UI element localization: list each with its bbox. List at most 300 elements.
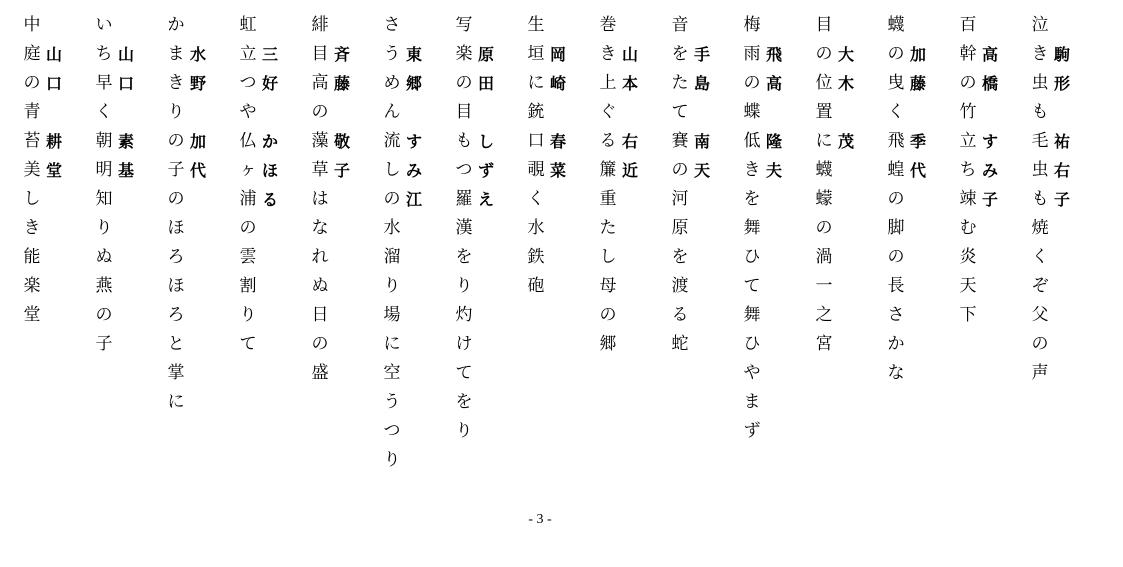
author-family-name — [692, 40, 712, 98]
text-char: 虹 — [239, 15, 257, 35]
text-char: 右 — [621, 132, 638, 151]
author-given-name — [764, 127, 784, 185]
author-family-name — [332, 40, 352, 98]
text-char: 三 — [261, 45, 278, 64]
text-char: 父 — [1031, 305, 1049, 325]
author-given-name — [1052, 127, 1072, 214]
text-char: た — [671, 73, 689, 93]
text-char: 場 — [383, 305, 401, 325]
author-family-name — [188, 40, 208, 98]
author-name — [908, 40, 928, 185]
text-char: 蠛 — [887, 15, 905, 35]
author-name — [260, 40, 280, 214]
text-char: 天 — [959, 276, 977, 296]
text-char: 蝶 — [743, 102, 761, 122]
text-char: つ — [455, 160, 473, 180]
text-char: 蛇 — [671, 334, 689, 354]
text-char: 置 — [815, 102, 833, 122]
text-char: 知 — [95, 189, 113, 209]
text-char: れ — [311, 247, 329, 267]
text-char: 曳 — [887, 73, 905, 93]
text-char: の — [959, 73, 977, 93]
text-char: 重 — [599, 189, 617, 209]
text-char: 水 — [189, 45, 206, 64]
text-char: 本 — [621, 74, 638, 93]
text-char: 基 — [117, 161, 134, 180]
text-char: し — [23, 189, 41, 209]
text-char: み — [981, 161, 998, 180]
name-gap — [980, 98, 1000, 127]
text-char: 野 — [189, 74, 206, 93]
text-char: 菜 — [549, 161, 566, 180]
text-char: 位 — [815, 73, 833, 93]
text-char: す — [981, 132, 998, 151]
name-gap — [548, 98, 568, 127]
text-char: の — [455, 73, 473, 93]
text-char: 口 — [527, 131, 545, 151]
text-char: 蝗 — [887, 160, 905, 180]
author-given-name — [188, 127, 208, 185]
text-char: ろ — [167, 305, 185, 325]
text-char: 田 — [477, 74, 494, 93]
haiku-text — [166, 11, 186, 417]
text-char: ろ — [167, 247, 185, 267]
text-char: 右 — [1053, 161, 1070, 180]
text-char: す — [405, 132, 422, 151]
text-char: 橋 — [981, 74, 998, 93]
text-char: 目 — [311, 44, 329, 64]
text-char: と — [167, 334, 185, 354]
text-char: て — [671, 102, 689, 122]
author-name — [836, 40, 856, 156]
text-char: を — [455, 247, 473, 267]
text-char: 上 — [599, 73, 617, 93]
name-gap — [476, 98, 496, 127]
text-char: 水 — [527, 218, 545, 238]
text-char: 崎 — [549, 74, 566, 93]
text-char: 山 — [621, 45, 638, 64]
author-name — [692, 40, 712, 185]
text-char: 長 — [887, 276, 905, 296]
text-char: 子 — [95, 334, 113, 354]
haiku-text — [310, 11, 330, 388]
text-char: 燕 — [95, 276, 113, 296]
author-given-name — [476, 127, 496, 214]
text-char: 高 — [311, 73, 329, 93]
text-char: し — [477, 132, 494, 151]
author-family-name — [836, 40, 856, 98]
text-char: 楽 — [23, 276, 41, 296]
text-char: き — [23, 218, 41, 238]
text-char: さ — [383, 15, 401, 35]
author-given-name — [908, 127, 928, 185]
text-char: り — [167, 102, 185, 122]
text-char: ぐ — [599, 102, 617, 122]
text-char: 飛 — [765, 45, 782, 64]
text-char: 緋 — [311, 15, 329, 35]
text-char: に — [815, 131, 833, 151]
text-char: 苔 — [23, 131, 41, 151]
text-char: る — [261, 190, 278, 209]
text-char: 蠓 — [815, 189, 833, 209]
text-char: め — [383, 73, 401, 93]
text-char: 祐 — [1053, 132, 1070, 151]
text-char: え — [477, 190, 494, 209]
text-char: ず — [477, 161, 494, 180]
text-char: 幹 — [959, 44, 977, 64]
text-char: 河 — [671, 189, 689, 209]
text-char: 母 — [599, 276, 617, 296]
text-char: の — [671, 160, 689, 180]
text-char: 青 — [23, 102, 41, 122]
text-char: 郷 — [599, 334, 617, 354]
author-given-name — [260, 127, 280, 214]
author-name — [44, 40, 64, 185]
text-char: や — [743, 363, 761, 383]
text-char: 高 — [981, 45, 998, 64]
author-given-name — [404, 127, 424, 214]
haiku-text — [1030, 11, 1050, 388]
name-gap — [188, 98, 208, 127]
text-char: 斉 — [333, 45, 350, 64]
text-char: 盛 — [311, 363, 329, 383]
text-char: ぬ — [311, 276, 329, 296]
text-char: 高 — [765, 74, 782, 93]
text-char: 宮 — [815, 334, 833, 354]
text-char: ひ — [743, 334, 761, 354]
text-char: 竦 — [959, 189, 977, 209]
text-char: 中 — [23, 15, 41, 35]
text-char: 蠛 — [815, 160, 833, 180]
text-char: ま — [743, 392, 761, 412]
text-char: 巻 — [599, 15, 617, 35]
text-char: 駒 — [1053, 45, 1070, 64]
text-char: 空 — [383, 363, 401, 383]
text-char: 垣 — [527, 44, 545, 64]
author-family-name — [1052, 40, 1072, 98]
text-char: 木 — [837, 74, 854, 93]
text-char: 手 — [693, 45, 710, 64]
name-gap — [836, 98, 856, 127]
author-given-name — [116, 127, 136, 185]
text-char: 代 — [909, 161, 926, 180]
text-char: の — [383, 189, 401, 209]
text-char: 藻 — [311, 131, 329, 151]
text-char: 百 — [959, 15, 977, 35]
text-char: 原 — [477, 45, 494, 64]
author-family-name — [764, 40, 784, 98]
text-char: も — [1031, 189, 1049, 209]
text-char: の — [815, 44, 833, 64]
text-char: を — [455, 392, 473, 412]
text-char: 藤 — [333, 74, 350, 93]
haiku-text — [958, 11, 978, 330]
text-char: 隆 — [765, 132, 782, 151]
text-char: 夫 — [765, 161, 782, 180]
text-char: か — [261, 132, 278, 151]
text-char: 堂 — [45, 161, 62, 180]
text-char: ひ — [743, 247, 761, 267]
text-char: 脚 — [887, 218, 905, 238]
text-char: ほ — [167, 218, 185, 238]
text-char: い — [95, 15, 113, 35]
haiku-text — [238, 11, 258, 359]
haiku-text — [22, 11, 42, 330]
author-family-name — [548, 40, 568, 98]
text-char: 泣 — [1031, 15, 1049, 35]
text-char: う — [383, 44, 401, 64]
text-char: 立 — [959, 131, 977, 151]
text-char: 一 — [815, 276, 833, 296]
text-char: 立 — [239, 44, 257, 64]
text-char: ぞ — [1031, 276, 1049, 296]
text-char: 大 — [837, 45, 854, 64]
text-char: 近 — [621, 161, 638, 180]
text-char: 覗 — [527, 160, 545, 180]
text-char: の — [239, 218, 257, 238]
haiku-text — [382, 11, 402, 475]
text-char: な — [311, 218, 329, 238]
text-char: 東 — [405, 45, 422, 64]
name-gap — [764, 98, 784, 127]
text-char: の — [311, 102, 329, 122]
text-char: 美 — [23, 160, 41, 180]
text-char: 素 — [117, 132, 134, 151]
text-char: 溜 — [383, 247, 401, 267]
text-char: 流 — [383, 131, 401, 151]
text-char: 掌 — [167, 363, 185, 383]
author-family-name — [404, 40, 424, 98]
text-char: 子 — [1053, 190, 1070, 209]
text-char: 形 — [1053, 74, 1070, 93]
text-char: に — [527, 73, 545, 93]
author-family-name — [620, 40, 640, 98]
text-char: の — [311, 334, 329, 354]
name-gap — [116, 98, 136, 127]
text-char: か — [167, 15, 185, 35]
text-char: の — [1031, 334, 1049, 354]
text-char: ヶ — [239, 160, 257, 180]
text-char: か — [887, 334, 905, 354]
text-char: り — [239, 305, 257, 325]
text-char: 明 — [95, 160, 113, 180]
text-char: く — [887, 102, 905, 122]
text-char: 仏 — [239, 131, 257, 151]
text-char: 雨 — [743, 44, 761, 64]
text-char: を — [743, 189, 761, 209]
text-char: 南 — [693, 132, 710, 151]
text-char: き — [167, 73, 185, 93]
text-char: 庭 — [23, 44, 41, 64]
text-char: 羅 — [455, 189, 473, 209]
text-char: 加 — [189, 132, 206, 151]
author-name — [1052, 40, 1072, 214]
text-char: 堂 — [23, 305, 41, 325]
text-char: 炎 — [959, 247, 977, 267]
text-char: 山 — [117, 45, 134, 64]
name-gap — [260, 98, 280, 127]
text-char: ま — [167, 44, 185, 64]
text-char: 鉄 — [527, 247, 545, 267]
text-char: 季 — [909, 132, 926, 151]
text-char: 早 — [95, 73, 113, 93]
text-char: ぬ — [95, 247, 113, 267]
text-char: 簾 — [599, 160, 617, 180]
text-char: 写 — [455, 15, 473, 35]
text-char: 毛 — [1031, 131, 1049, 151]
text-char: の — [743, 73, 761, 93]
text-char: 水 — [383, 218, 401, 238]
text-char: 山 — [45, 45, 62, 64]
author-name — [116, 40, 136, 185]
text-char: を — [671, 247, 689, 267]
text-char: 草 — [311, 160, 329, 180]
author-name — [404, 40, 424, 214]
author-given-name — [692, 127, 712, 185]
text-char: 郷 — [405, 74, 422, 93]
text-char: り — [95, 218, 113, 238]
name-gap — [404, 98, 424, 127]
author-given-name — [44, 127, 64, 185]
text-char: 賽 — [671, 131, 689, 151]
text-char: の — [887, 247, 905, 267]
text-char: 声 — [1031, 363, 1049, 383]
text-char: は — [311, 189, 329, 209]
text-char: な — [887, 363, 905, 383]
text-char: 好 — [261, 74, 278, 93]
text-char: の — [95, 305, 113, 325]
text-char: し — [383, 160, 401, 180]
text-char: 朝 — [95, 131, 113, 151]
text-char: 能 — [23, 247, 41, 267]
text-char: 子 — [981, 190, 998, 209]
text-char: り — [383, 276, 401, 296]
text-char: ち — [95, 44, 113, 64]
author-name — [548, 40, 568, 185]
text-char: 砲 — [527, 276, 545, 296]
text-char: の — [887, 44, 905, 64]
text-char: の — [23, 73, 41, 93]
name-gap — [332, 98, 352, 127]
text-char: ん — [383, 102, 401, 122]
text-char: く — [527, 189, 545, 209]
text-char: に — [167, 392, 185, 412]
text-char: 岡 — [549, 45, 566, 64]
text-char: 子 — [167, 160, 185, 180]
text-char: の — [167, 189, 185, 209]
name-gap — [44, 98, 64, 127]
haiku-text — [94, 11, 114, 359]
text-char: 春 — [549, 132, 566, 151]
text-char: さ — [887, 305, 905, 325]
text-char: つ — [239, 73, 257, 93]
text-char: の — [887, 189, 905, 209]
haiku-text — [814, 11, 834, 359]
text-char: 割 — [239, 276, 257, 296]
text-char: り — [383, 450, 401, 470]
text-char: 子 — [333, 161, 350, 180]
text-char: 加 — [909, 45, 926, 64]
text-char: 竹 — [959, 102, 977, 122]
text-char: む — [959, 218, 977, 238]
author-name — [980, 40, 1000, 214]
text-char: 茂 — [837, 132, 854, 151]
haiku-text — [670, 11, 690, 359]
text-char: 之 — [815, 305, 833, 325]
author-family-name — [116, 40, 136, 98]
text-char: 楽 — [455, 44, 473, 64]
text-char: 下 — [959, 305, 977, 325]
text-char: る — [671, 305, 689, 325]
text-char: り — [455, 276, 473, 296]
text-char: 低 — [743, 131, 761, 151]
text-char: う — [383, 392, 401, 412]
text-char: 漢 — [455, 218, 473, 238]
author-given-name — [548, 127, 568, 185]
name-gap — [1052, 98, 1072, 127]
text-char: 浦 — [239, 189, 257, 209]
text-char: 虫 — [1031, 73, 1049, 93]
text-char: 銃 — [527, 102, 545, 122]
text-char: ほ — [167, 276, 185, 296]
text-char: し — [599, 247, 617, 267]
text-char: 焼 — [1031, 218, 1049, 238]
author-given-name — [620, 127, 640, 185]
author-name — [476, 40, 496, 214]
text-char: 舞 — [743, 218, 761, 238]
text-char: た — [599, 218, 617, 238]
text-char: 目 — [815, 15, 833, 35]
author-name — [620, 40, 640, 185]
text-char: ほ — [261, 161, 278, 180]
text-char: つ — [383, 421, 401, 441]
text-char: 耕 — [45, 132, 62, 151]
text-char: き — [1031, 44, 1049, 64]
text-char: の — [815, 218, 833, 238]
text-char: て — [455, 363, 473, 383]
text-char: 飛 — [887, 131, 905, 151]
text-char: 生 — [527, 15, 545, 35]
name-gap — [908, 98, 928, 127]
text-char: 渡 — [671, 276, 689, 296]
text-char: も — [455, 131, 473, 151]
text-char: き — [743, 160, 761, 180]
text-char: 口 — [45, 74, 62, 93]
text-char: 藤 — [909, 74, 926, 93]
text-char: る — [599, 131, 617, 151]
text-char: 江 — [405, 190, 422, 209]
text-char: 島 — [693, 74, 710, 93]
haiku-text — [886, 11, 906, 388]
text-char: 音 — [671, 15, 689, 35]
author-family-name — [980, 40, 1000, 98]
text-char: に — [383, 334, 401, 354]
text-char: く — [95, 102, 113, 122]
text-char: 渦 — [815, 247, 833, 267]
text-char: も — [1031, 102, 1049, 122]
text-char: 梅 — [743, 15, 761, 35]
name-gap — [692, 98, 712, 127]
text-char: を — [671, 44, 689, 64]
haiku-text — [598, 11, 618, 359]
text-char: 雲 — [239, 247, 257, 267]
text-char: て — [743, 276, 761, 296]
text-char: け — [455, 334, 473, 354]
text-char: り — [455, 421, 473, 441]
text-char: ず — [743, 421, 761, 441]
author-family-name — [44, 40, 64, 98]
text-char: 灼 — [455, 305, 473, 325]
